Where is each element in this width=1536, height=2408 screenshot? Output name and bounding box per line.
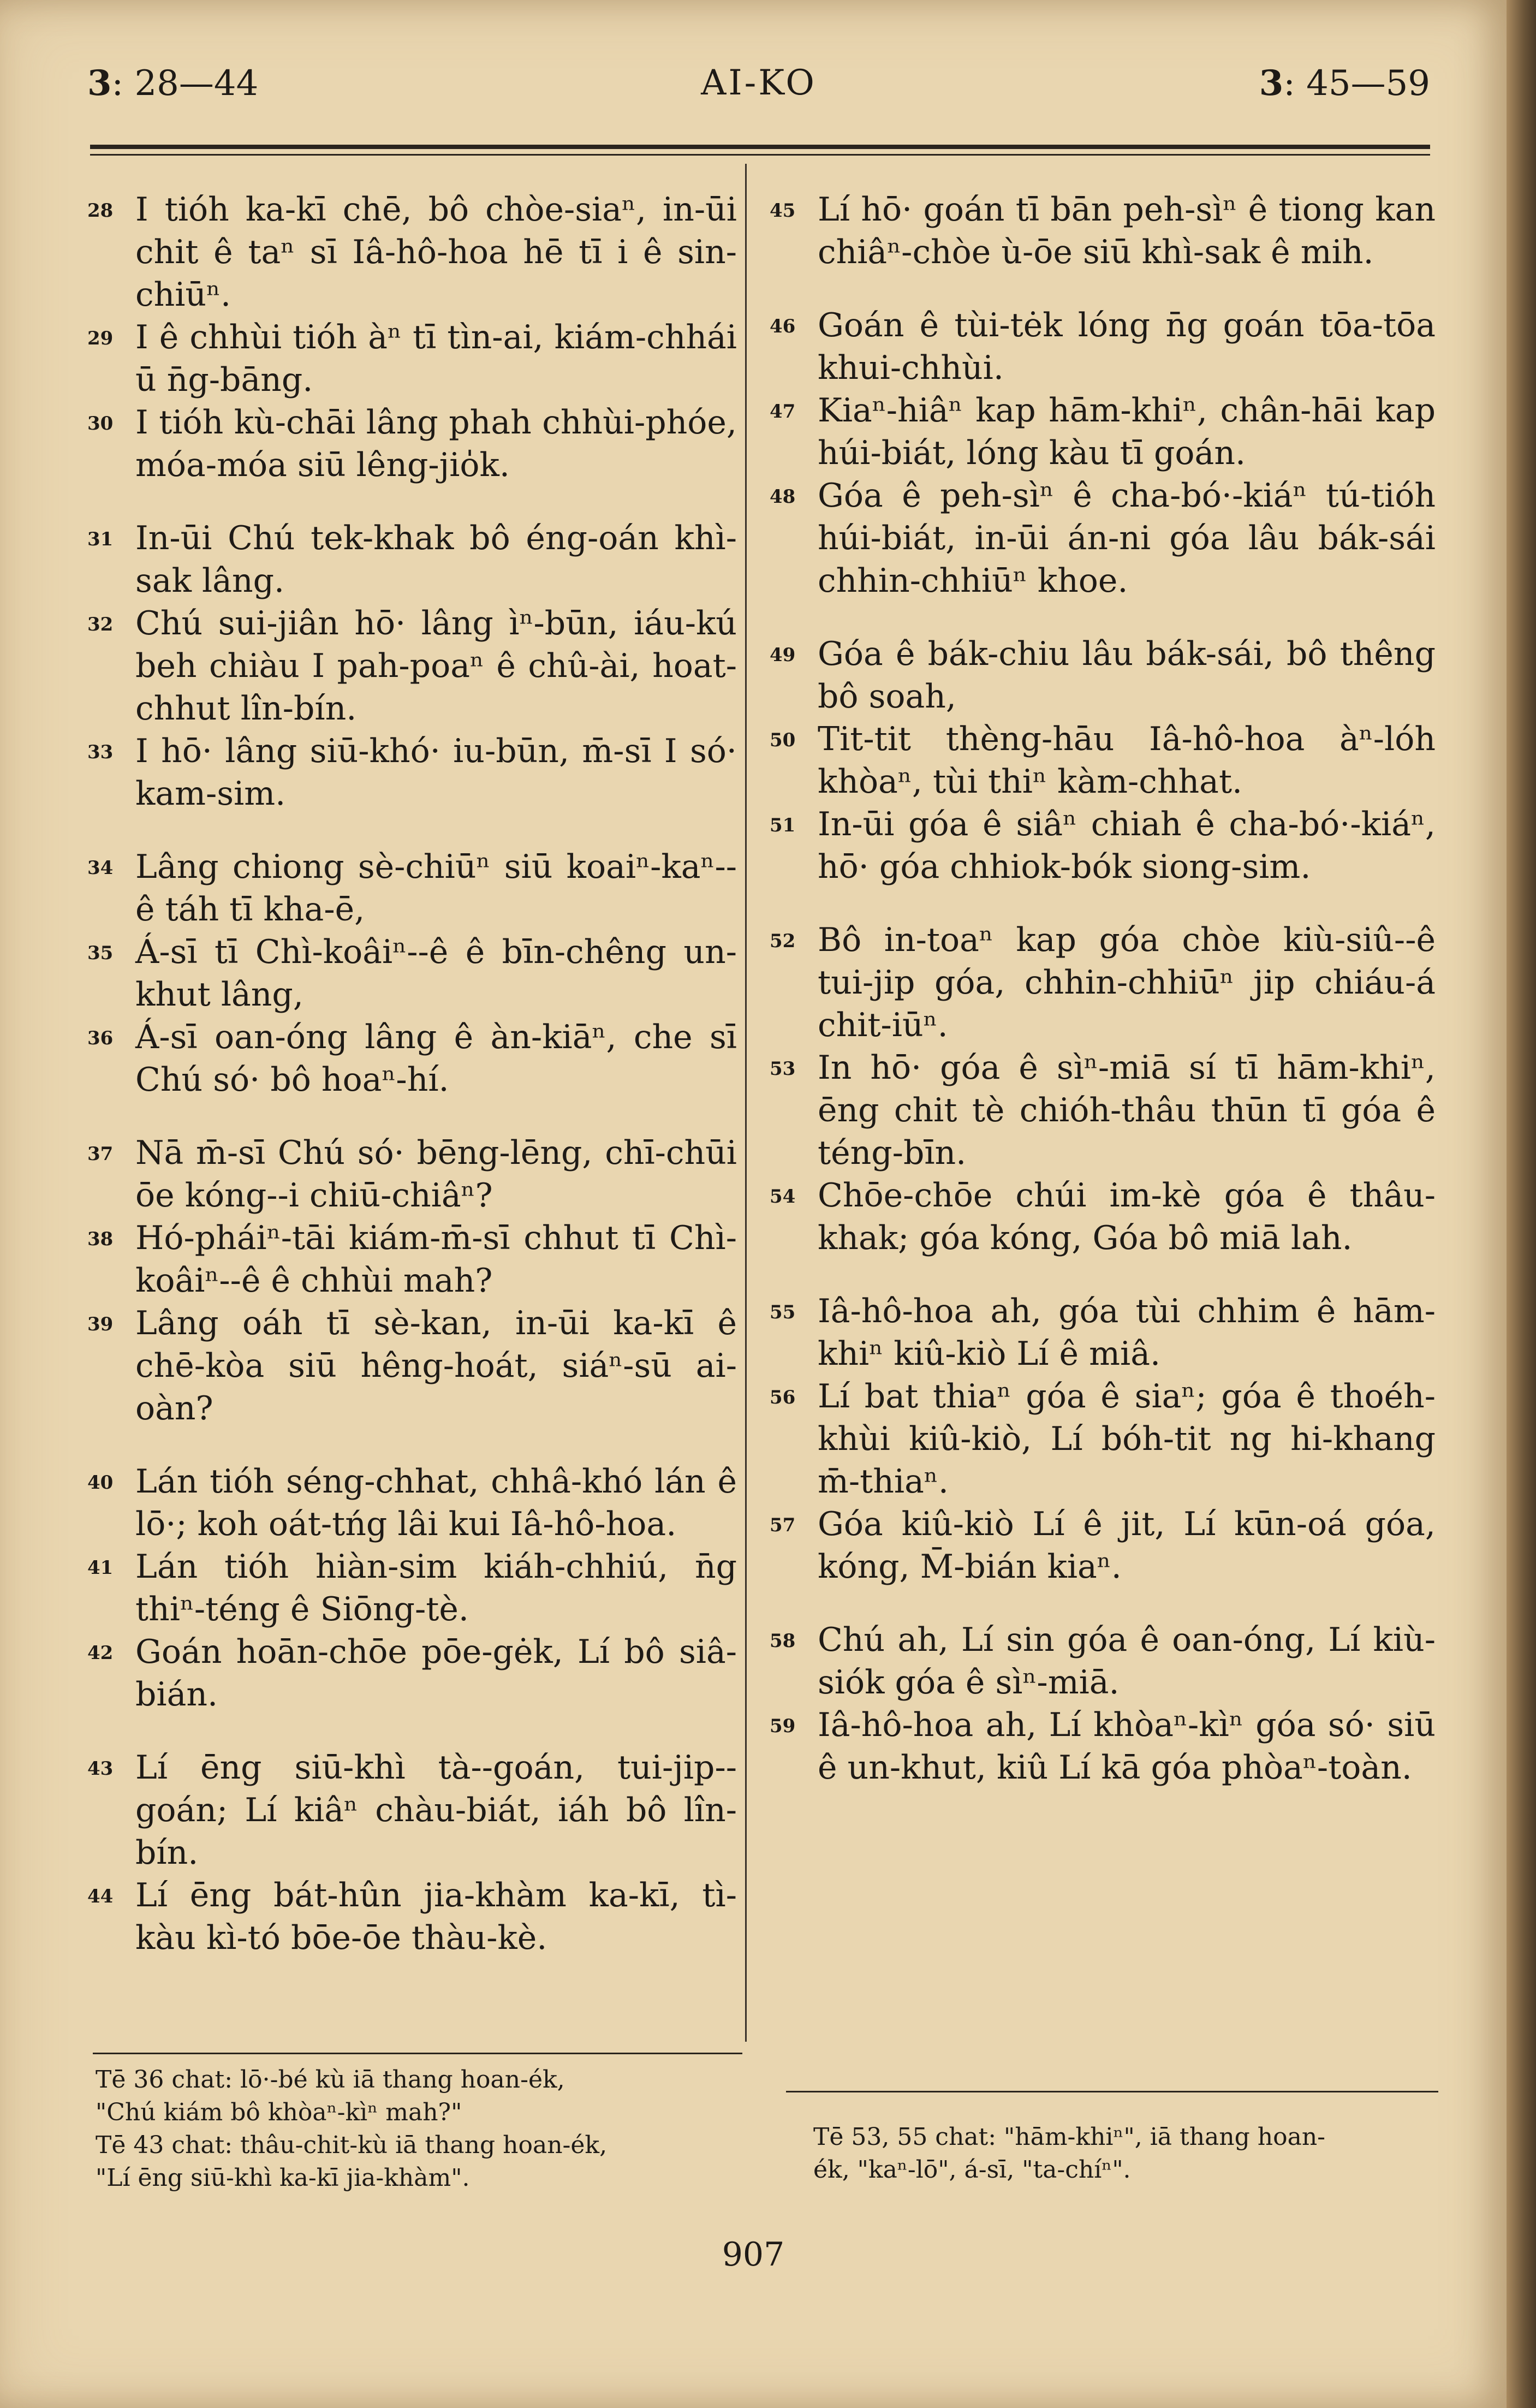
page-number: 907	[722, 2235, 785, 2274]
verse-text: Tit-tit thèng-hāu Iâ-hô-hoa àⁿ-lóh khòaⁿ, tùi thiⁿ kàm-chhat.	[818, 720, 1436, 801]
verse-text: In hō· góa ê sìⁿ-miā sí tī hām-khiⁿ, ēng chit tè chióh-thâu thūn tī góa ê téng-bīn.	[818, 1049, 1436, 1172]
verse-number: 52	[770, 930, 796, 952]
verse-number: 32	[87, 614, 114, 635]
footnotes-left	[96, 2064, 740, 2195]
verse-text: Chōe-chōe chúi im-kè góa ê thâu-khak; góa kóng, Góa bô miā lah.	[818, 1176, 1436, 1257]
verse	[87, 316, 737, 401]
verse-number: 37	[87, 1143, 114, 1165]
page-edge	[1507, 0, 1536, 2408]
verse-number: 53	[770, 1058, 796, 1080]
stanza-gap	[770, 1588, 1436, 1619]
header-rule-thin	[90, 154, 1430, 156]
verse	[87, 1631, 737, 1716]
verse-number: 36	[87, 1027, 114, 1049]
verse-number: 55	[770, 1301, 796, 1323]
verse	[87, 931, 737, 1016]
verse-text: Kiaⁿ-hiâⁿ kap hām-khiⁿ, chân-hāi kap húi-biát, lóng kàu tī goán.	[818, 391, 1436, 472]
verse-number: 41	[87, 1557, 114, 1579]
verse	[87, 517, 737, 602]
verse-number: 56	[770, 1387, 796, 1408]
verse-number: 28	[87, 200, 114, 222]
stanza-gap	[770, 273, 1436, 304]
verse-number: 31	[87, 528, 114, 550]
verse-text: Lí ēng siū-khì tà--goán, tui-jip--goán; Lí kiâⁿ chàu-biát, iáh bô lîn-bín.	[135, 1749, 737, 1872]
verse-text: Góa kiû-kiò Lí ê jit, Lí kūn-oá góa, kóng, M̄-bián kiaⁿ.	[818, 1505, 1436, 1586]
footnotes-right	[813, 2121, 1436, 2186]
verse-text: Góa ê bák-chiu lâu bák-sái, bô thêng bô soah,	[818, 635, 1436, 716]
verse-number: 38	[87, 1228, 114, 1250]
verse-text: Á-sī tī Chì-koâiⁿ--ê ê bīn-chêng un-khut lâng,	[135, 933, 737, 1014]
verse-text: I hō· lâng siū-khó· iu-būn, m̄-sī I só· kam-sim.	[135, 732, 737, 813]
verse-text: Chú sui-jiân hō· lâng ìⁿ-būn, iáu-kú beh chiàu I pah-poaⁿ ê chû-ài, hoat-chhut lîn-bín.	[135, 604, 737, 728]
footnote-line: Tē 36 chat: lō·-bé kù iā thang hoan-ék,	[96, 2066, 565, 2094]
footnote-line: "Lí ēng siū-khì ka-kī jia-khàm".	[96, 2164, 470, 2192]
verse-text: I ê chhùi tióh àⁿ tī tìn-ai, kiám-chhái ū n̄g-bāng.	[135, 318, 737, 399]
verse	[87, 1132, 737, 1217]
verse-text: Iâ-hô-hoa ah, Lí khòaⁿ-kìⁿ góa só· siū ê un-khut, kiû Lí kā góa phòaⁿ-toàn.	[818, 1706, 1436, 1787]
verse-text: Goán ê tùi-tėk lóng n̄g goán tōa-tōa khui-chhùi.	[818, 306, 1436, 387]
verse-number: 33	[87, 741, 114, 763]
verse	[770, 1174, 1436, 1259]
verse-text: Lán tióh hiàn-sim kiáh-chhiú, n̄g thiⁿ-téng ê Siōng-tè.	[135, 1548, 737, 1628]
verse	[87, 1746, 737, 1874]
stanza-gap	[87, 1101, 737, 1132]
verse	[87, 401, 737, 486]
verse-text: Chú ah, Lí sin góa ê oan-óng, Lí kiù-siók góa ê sìⁿ-miā.	[818, 1621, 1436, 1702]
verse-number: 51	[770, 814, 796, 836]
verse	[87, 1460, 737, 1545]
verse	[87, 1302, 737, 1430]
verse	[770, 1704, 1436, 1789]
verse	[770, 389, 1436, 474]
verse-number: 43	[87, 1758, 114, 1780]
stanza-gap	[87, 1716, 737, 1746]
footnote-rule-left	[93, 2053, 742, 2054]
verse-text: Goán hoān-chōe pōe-gėk, Lí bô siâ-bián.	[135, 1633, 737, 1714]
verse-text: Góa ê peh-sìⁿ ê cha-bó·-kiáⁿ tú-tióh húi-biát, in-ūi án-ni góa lâu bák-sái chhin-chhiūⁿ khoe.	[818, 477, 1436, 600]
verse-number: 40	[87, 1472, 114, 1494]
verse-text: I tióh ka-kī chē, bô chòe-siaⁿ, in-ūi chit ê taⁿ sī Iâ-hô-hoa hē tī i ê sin-chiūⁿ.	[135, 191, 737, 314]
verse-text: Á-sī oan-óng lâng ê àn-kiāⁿ, che sī Chú só· bô hoaⁿ-hí.	[135, 1018, 737, 1099]
stanza-gap	[87, 1430, 737, 1460]
verse	[770, 1290, 1436, 1375]
verse	[770, 1047, 1436, 1174]
verse	[770, 304, 1436, 389]
verse	[87, 730, 737, 815]
stanza-gap	[770, 1259, 1436, 1290]
footnote-line: Tē 53, 55 chat: "hām-khiⁿ", iā thang hoan-	[813, 2123, 1326, 2151]
verse-number: 45	[770, 200, 796, 222]
verse-number: 30	[87, 413, 114, 435]
verse-text: I tióh kù-chāi lâng phah chhùi-phóe, móa-móa siū lêng-jio̍k.	[135, 403, 737, 484]
footnote-line: Tē 43 chat: thâu-chit-kù iā thang hoan-ék,	[96, 2131, 608, 2159]
verse	[770, 718, 1436, 803]
verse-number: 29	[87, 328, 114, 349]
verse-text: Iâ-hô-hoa ah, góa tùi chhim ê hām-khiⁿ kiû-kiò Lí ê miâ.	[818, 1292, 1436, 1373]
stanza-gap	[770, 888, 1436, 919]
verse-number: 50	[770, 729, 796, 751]
verse-number: 54	[770, 1186, 796, 1208]
verse-number: 44	[87, 1886, 114, 1907]
verse	[770, 474, 1436, 602]
verse	[770, 1503, 1436, 1588]
verse-number: 34	[87, 857, 114, 879]
verse-number: 57	[770, 1514, 796, 1536]
footnote-rule-right	[786, 2091, 1438, 2092]
verse	[770, 803, 1436, 888]
verse	[87, 602, 737, 730]
verse-text: In-ūi Chú tek-khak bô éng-oán khì-sak lâng.	[135, 519, 737, 600]
verse-text: Lán tióh séng-chhat, chhâ-khó lán ê lō·; koh oát-tńg lâi kui Iâ-hô-hoa.	[135, 1462, 737, 1543]
verse	[87, 1545, 737, 1631]
verse	[770, 633, 1436, 718]
header-left-range: 3: 28—44	[87, 63, 259, 104]
header-rule-thick	[90, 145, 1430, 149]
verse	[87, 1016, 737, 1101]
verse	[87, 1874, 737, 1959]
verse-number: 47	[770, 401, 796, 423]
verse-text: Lí ēng bát-hûn jia-khàm ka-kī, tì-kàu kì-tó bōe-ōe thàu-kè.	[135, 1876, 737, 1957]
verse-number: 58	[770, 1630, 796, 1652]
right-column	[770, 188, 1436, 1789]
verse-number: 35	[87, 942, 114, 964]
verse-number: 46	[770, 316, 796, 337]
verse-text: Lí bat thiaⁿ góa ê siaⁿ; góa ê thoéh-khùi kiû-kiò, Lí bóh-tit ng hi-khang m̄-thiaⁿ.	[818, 1377, 1436, 1501]
verse-number: 48	[770, 486, 796, 508]
verse	[87, 188, 737, 316]
verse	[770, 1375, 1436, 1503]
running-header	[87, 63, 1430, 112]
verse	[770, 919, 1436, 1047]
verse-text: Bô in-toaⁿ kap góa chòe kiù-siû--ê tui-jip góa, chhin-chhiūⁿ jip chiáu-á chit-iūⁿ.	[818, 921, 1436, 1044]
stanza-gap	[87, 815, 737, 846]
verse-number: 49	[770, 644, 796, 666]
verse	[87, 846, 737, 931]
verse-number: 42	[87, 1642, 114, 1664]
verse-number: 39	[87, 1313, 114, 1335]
verse-text: Lâng chiong sè-chiūⁿ siū koaiⁿ-kaⁿ--ê táh tī kha-ē,	[135, 848, 737, 929]
stanza-gap	[87, 486, 737, 517]
verse-number: 59	[770, 1715, 796, 1737]
verse	[770, 1619, 1436, 1704]
footnote-line: ék, "kaⁿ-lō", á-sī, "ta-chíⁿ".	[813, 2156, 1131, 2184]
verse-text: In-ūi góa ê siâⁿ chiah ê cha-bó·-kiáⁿ, hō· góa chhiok-bók siong-sim.	[818, 805, 1436, 886]
left-column	[87, 188, 737, 1959]
verse-text: Lí hō· goán tī bān peh-sìⁿ ê tiong kan chiâⁿ-chòe ù-ōe siū khì-sak ê mih.	[818, 191, 1436, 271]
header-title: AI-KO	[701, 63, 817, 103]
stanza-gap	[770, 602, 1436, 633]
verse-text: Hó-pháiⁿ-tāi kiám-m̄-sī chhut tī Chì-koâiⁿ--ê ê chhùi mah?	[135, 1219, 737, 1300]
column-divider	[745, 164, 747, 2042]
header-right-range: 3: 45—59	[1259, 63, 1430, 104]
footnote-line: "Chú kiám bô khòaⁿ-kìⁿ mah?"	[96, 2098, 462, 2126]
verse-text: Nā m̄-sī Chú só· bēng-lēng, chī-chūi ōe kóng--i chiū-chiâⁿ?	[135, 1134, 737, 1215]
verse-text: Lâng oáh tī sè-kan, in-ūi ka-kī ê chē-kòa siū hêng-hoát, siáⁿ-sū ai-oàn?	[135, 1304, 737, 1428]
verse	[87, 1217, 737, 1302]
verse	[770, 188, 1436, 273]
